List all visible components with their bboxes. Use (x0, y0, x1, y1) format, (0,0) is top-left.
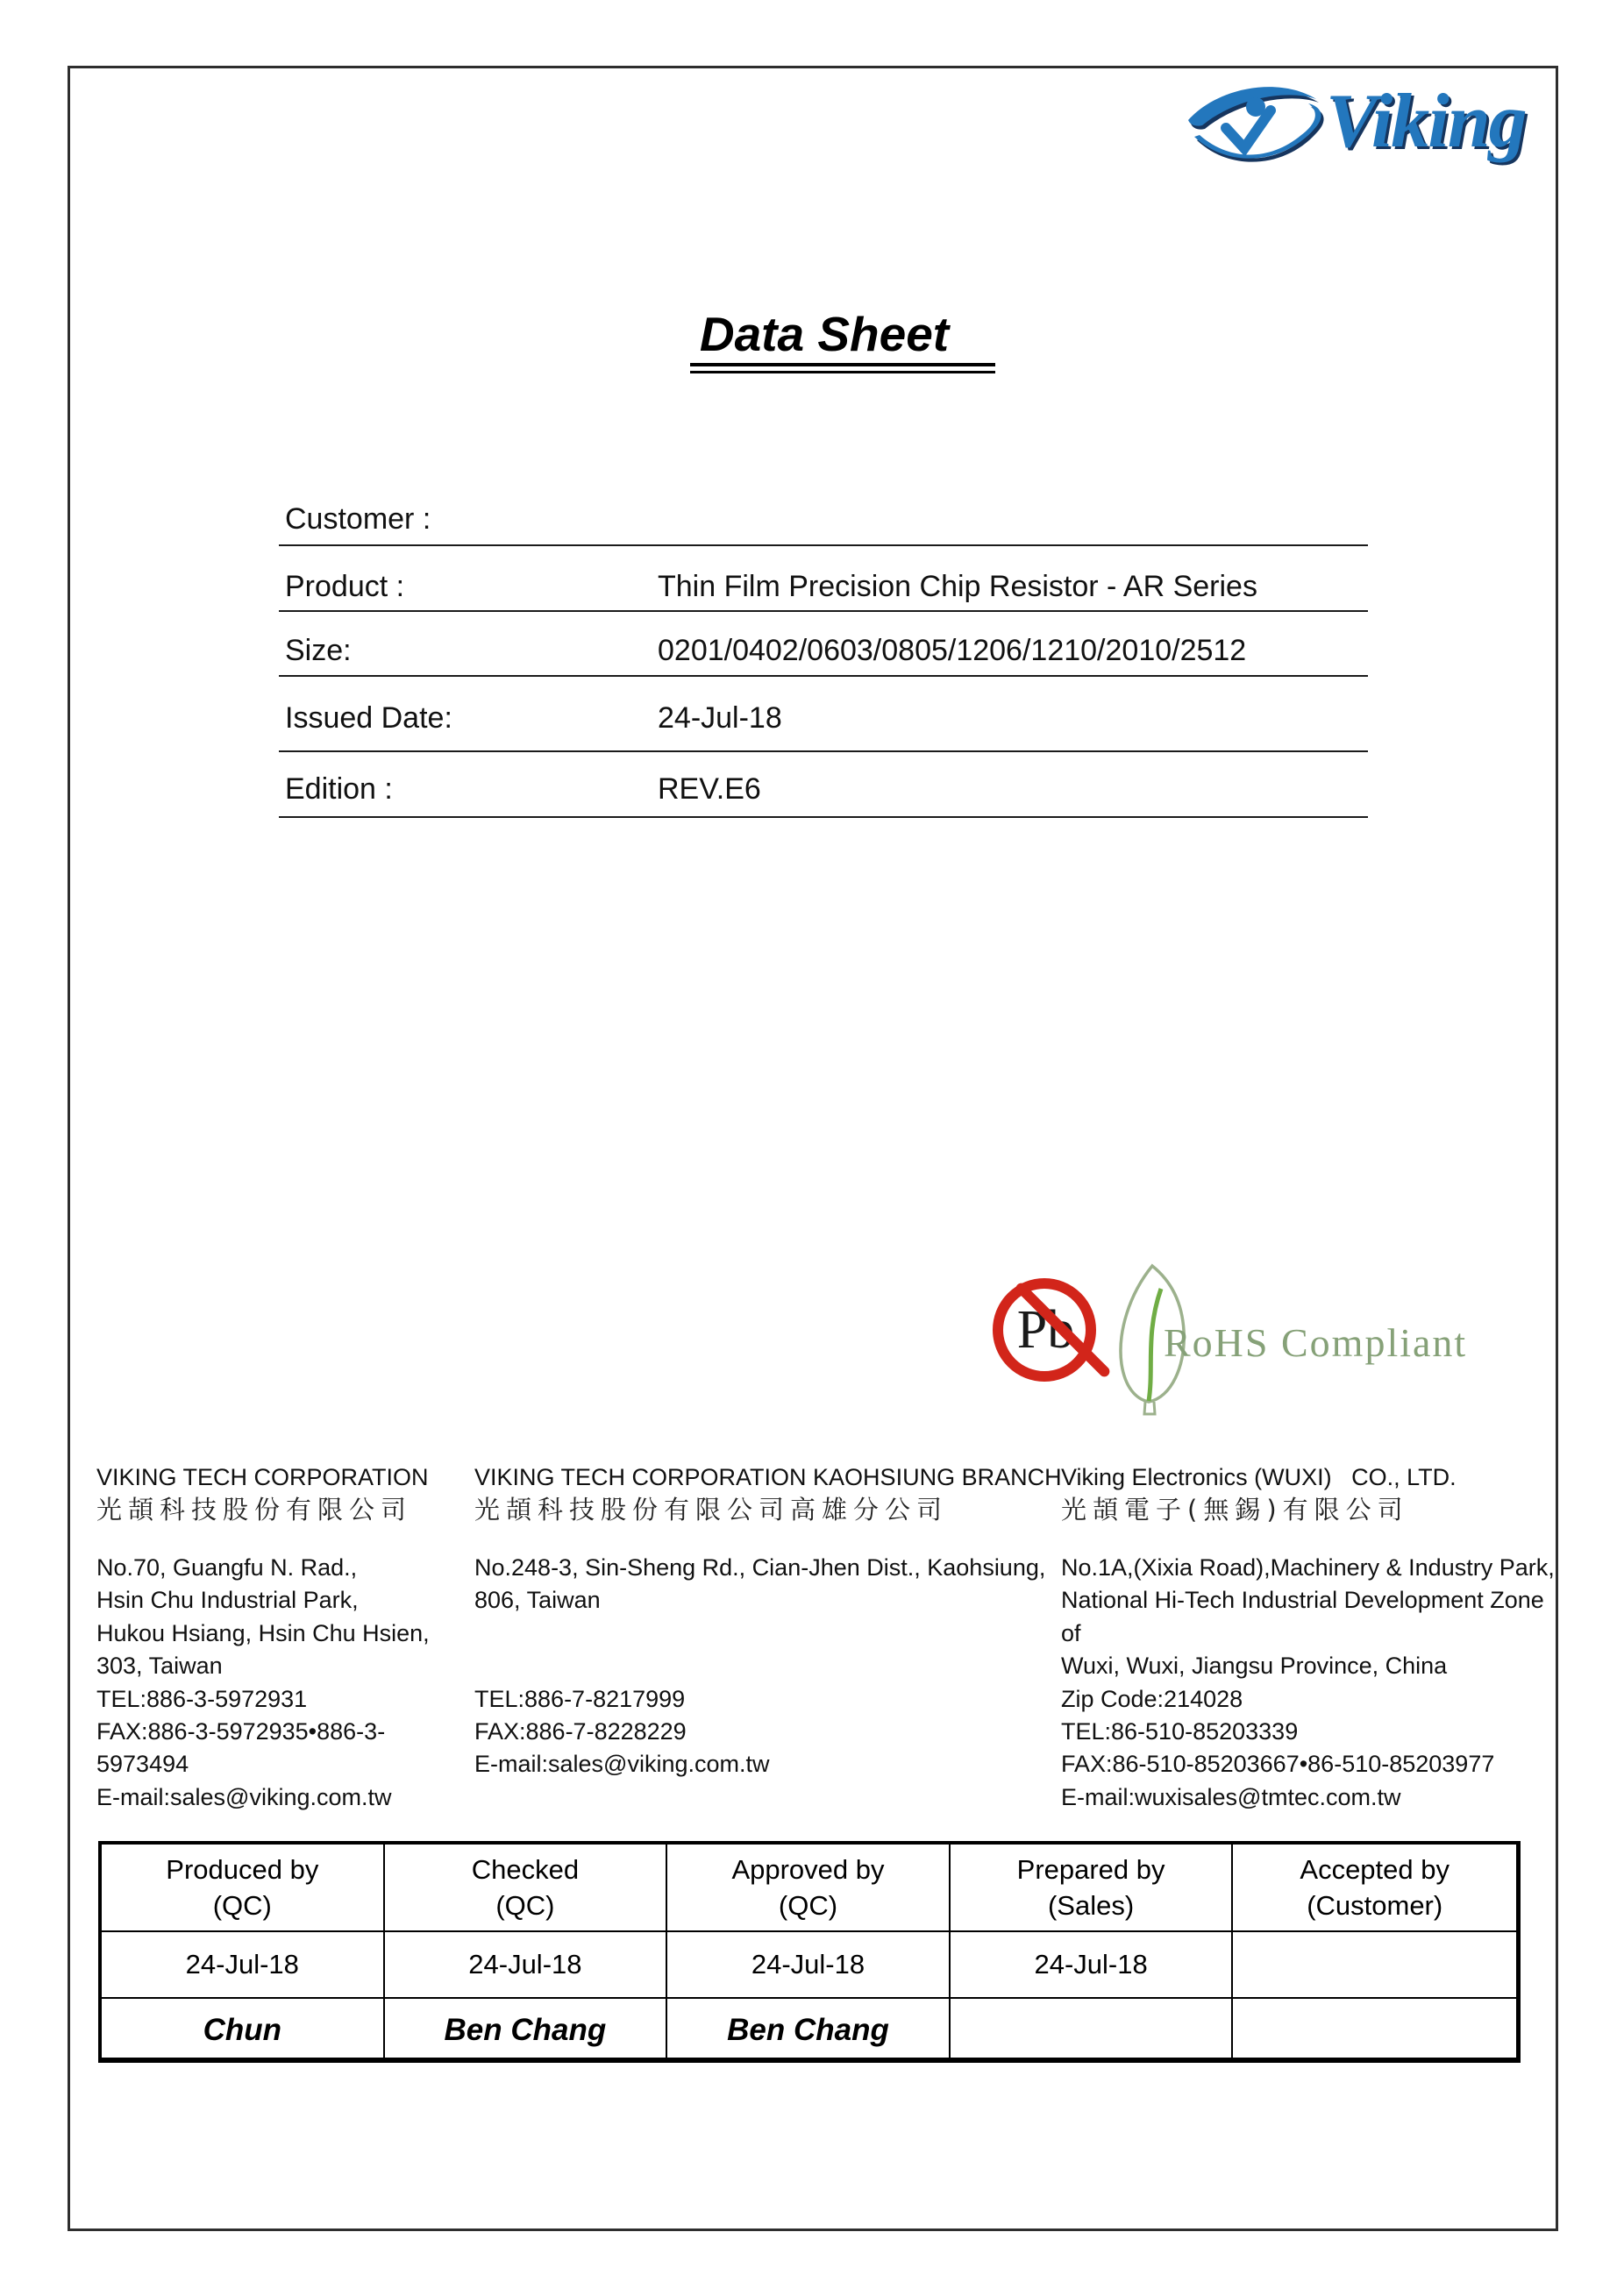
page-title: Data Sheet (699, 307, 950, 361)
field-rule (279, 675, 1368, 677)
company-name-hq: VIKING TECH CORPORATION (96, 1464, 429, 1490)
email-line: E-mail:wuxisales@tmtec.com.tw (1061, 1783, 1401, 1810)
title-underline (690, 363, 995, 366)
address-line: No.248-3, Sin-Sheng Rd., Cian-Jhen Dist., Kaohsiung, (474, 1554, 1046, 1581)
viking-logo-wordmark: Viking (1326, 79, 1526, 164)
address-line: Hsin Chu Industrial Park, (96, 1587, 359, 1614)
approval-header-accepted: Accepted by (Customer) (1233, 1845, 1516, 1932)
approval-date-checked: 24-Jul-18 (385, 1932, 668, 1999)
customer-value (658, 501, 1377, 537)
viking-eye-icon (1180, 72, 1329, 181)
approval-signature-approved: Ben Chang (667, 1999, 951, 2061)
address-line: No.1A,(Xixia Road),Machinery & Industry Park, (1061, 1554, 1555, 1581)
fax-line: FAX:886-7-8228229 (474, 1718, 687, 1745)
size-value: 0201/0402/0603/0805/1206/1210/2010/2512 (658, 634, 1247, 667)
field-rule (279, 544, 1368, 546)
approval-header-prepared: Prepared by (Sales) (951, 1845, 1234, 1932)
company-address-hq (96, 1552, 474, 1814)
zip-line: Zip Code:214028 (1061, 1685, 1243, 1712)
phone-line: TEL:886-7-8217999 (474, 1685, 686, 1712)
pb-free-icon (993, 1278, 1096, 1382)
product-value: Thin Film Precision Chip Resistor - AR Series (658, 570, 1257, 603)
address-line: 303, Taiwan (96, 1653, 223, 1680)
approval-table (98, 1841, 1521, 2063)
product-label: Product : (285, 570, 405, 603)
field-rule (279, 610, 1368, 612)
address-line (474, 1650, 1053, 1682)
edition-value: REV.E6 (658, 772, 761, 806)
phone-line: TEL:86-510-85203339 (1061, 1718, 1299, 1745)
approval-date-prepared: 24-Jul-18 (951, 1932, 1234, 1999)
approval-date-accepted (1233, 1932, 1516, 1999)
address-line (474, 1617, 1053, 1650)
address-line: Hukou Hsiang, Hsin Chu Hsien, (96, 1619, 430, 1646)
company-name-wuxi-chinese: 光頡電子(無錫)有限公司 (1061, 1495, 1409, 1525)
approval-header-produced: Produced by (QC) (102, 1845, 385, 1932)
company-address-kaohsiung (474, 1552, 1053, 1781)
company-name-kaohsiung-chinese: 光頡科技股份有限公司高雄分公司 (474, 1495, 949, 1525)
approval-header-checked: Checked (QC) (385, 1845, 668, 1932)
rohs-compliant-label: RoHS Compliant (1164, 1320, 1468, 1365)
pb-free-label: Pb (1016, 1300, 1075, 1360)
issued-date-value: 24-Jul-18 (658, 701, 782, 735)
approval-signature-accepted (1233, 1999, 1516, 2061)
email-line: E-mail:sales@viking.com.tw (96, 1783, 392, 1810)
address-line: 806, Taiwan (474, 1587, 601, 1614)
approval-signature-checked: Ben Chang (385, 1999, 668, 2061)
company-name-kaohsiung: VIKING TECH CORPORATION KAOHSIUNG BRANCH (474, 1464, 1062, 1490)
address-line: Wuxi, Wuxi, Jiangsu Province, China (1061, 1653, 1448, 1680)
size-label: Size: (285, 634, 352, 667)
address-line: National Hi-Tech Industrial Development Zone of (1061, 1587, 1544, 1646)
approval-signature-prepared (951, 1999, 1234, 2061)
field-rule (279, 750, 1368, 752)
company-name-hq-chinese: 光頡科技股份有限公司 (96, 1495, 413, 1525)
approval-date-approved: 24-Jul-18 (667, 1932, 951, 1999)
approval-signature-produced: Chun (102, 1999, 385, 2061)
company-address-wuxi (1061, 1552, 1556, 1814)
address-line: No.70, Guangfu N. Rad., (96, 1554, 358, 1581)
fax-line: FAX:86-510-85203667•86-510-85203977 (1061, 1751, 1495, 1778)
field-rule (279, 816, 1368, 818)
company-name-wuxi: Viking Electronics (WUXI) CO., LTD. (1061, 1464, 1457, 1490)
email-line: E-mail:sales@viking.com.tw (474, 1751, 770, 1778)
issued-date-label: Issued Date: (285, 701, 452, 735)
customer-label: Customer : (285, 502, 431, 536)
approval-date-produced: 24-Jul-18 (102, 1932, 385, 1999)
approval-header-approved: Approved by (QC) (667, 1845, 951, 1932)
fax-line: FAX:886-3-5972935•886-3-5973494 (96, 1718, 386, 1778)
phone-line: TEL:886-3-5972931 (96, 1685, 308, 1712)
title-underline-2 (690, 371, 995, 373)
edition-label: Edition : (285, 772, 393, 806)
